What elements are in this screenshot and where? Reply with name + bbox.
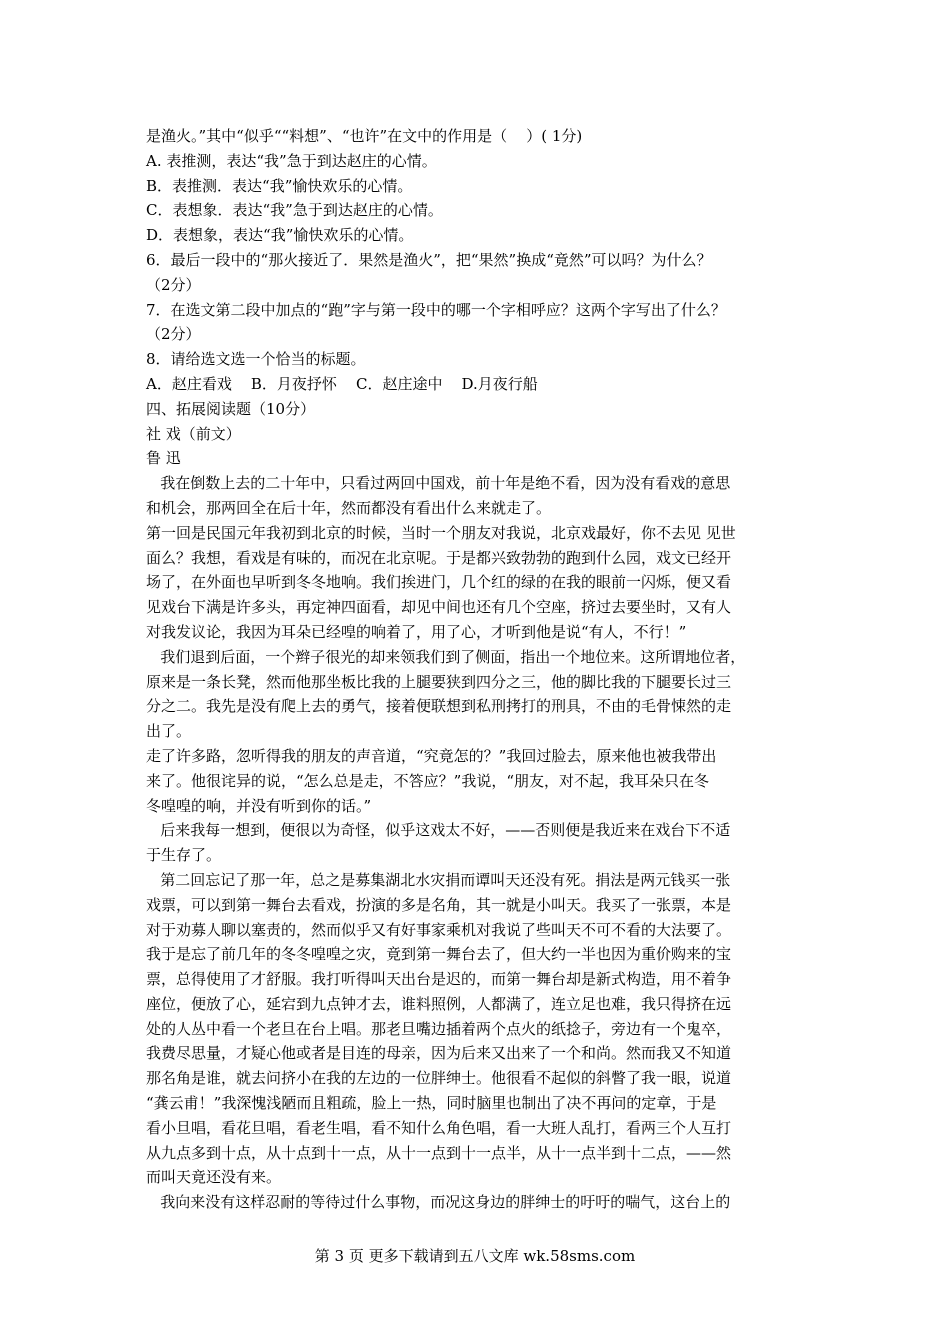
text-line: 我于是忘了前几年的冬冬喤喤之灾，竟到第一舞台去了，但大约一半也因为重价购来的宝 [146,945,732,964]
text-line: 我向来没有这样忍耐的等待过什么事物，而况这身边的胖绅士的吁吁的喘气，这台上的 [146,1193,731,1212]
text-line: 分之二。我先是没有爬上去的勇气，接着便联想到私刑拷打的刑具，不由的毛骨悚然的走 [146,697,732,716]
text-line: A．赵庄看戏 B．月夜抒怀 C．赵庄途中 D.月夜行船 [146,374,538,393]
text-line: 后来我每一想到，便很以为奇怪，似乎这戏太不好，——否则便是我近来在戏台下不适 [146,821,731,840]
text-line: 出了。 [146,722,192,741]
text-line: 处的人丛中看一个老旦在台上唱。那老旦嘴边插着两个点火的纸捻子，旁边有一个鬼卒， [146,1019,732,1038]
text-line: （2分） [146,275,201,294]
text-line: 场了，在外面也早听到冬冬地响。我们挨进门，几个红的绿的在我的眼前一闪烁，便又看 [146,573,732,592]
text-line: 票，总得使用了才舒服。我打听得叫天出台是迟的，而第一舞台却是新式构造，用不着争 [146,970,732,989]
text-line: 是渔火。”其中“似乎““料想”、“也许”在文中的作用是（ ）( 1分) [146,127,583,145]
text-line: D．表想象，表达“我”愉快欢乐的心情。 [146,226,414,245]
text-line: 第二回忘记了那一年，总之是募集湖北水灾捐而谭叫天还没有死。捐法是两元钱买一张 [146,870,731,889]
text-line: 我费尽思量，才疑心他或者是目连的母亲，因为后来又出来了一个和尚。然而我又不知道 [146,1044,732,1063]
text-line: 看小旦唱，看花旦唱，看老生唱，看不知什么角色唱，看一大班人乱打，看两三个人互打 [146,1118,732,1137]
text-line: C．表想象．表达“我”急于到达赵庄的心情。 [146,201,443,220]
document-body [146,124,822,1215]
text-line: 四、拓展阅读题（10分） [146,399,316,418]
text-line: A. 表推测，表达“我”急于到达赵庄的心情。 [146,151,437,170]
text-line: （2分） [146,325,201,344]
text-line: 见戏台下满是许多头，再定神四面看，却见中间也还有几个空座，挤过去要坐时，又有人 [146,598,732,617]
text-line: 从九点多到十点，从十点到十一点，从十一点到十一点半，从十一点半到十二点，——然 [146,1143,732,1162]
text-line: 对于劝募人聊以塞责的，然而似乎又有好事家乘机对我说了些叫天不可不看的大法要了。 [146,920,732,939]
text-line: 对我发议论，我因为耳朵已经喤的响着了，用了心，才听到他是说“有人，不行！” [146,622,687,641]
text-line: 面么？我想，看戏是有味的，而况在北京呢。于是都兴致勃勃的跑到什么园，戏文已经开 [146,548,732,567]
text-line: 戏票，可以到第一舞台去看戏，扮演的多是名角，其一就是小叫天。我买了一张票，本是 [146,895,732,914]
page-footer: 第 3 页 更多下载请到五八文库 wk.58sms.com [314,1247,636,1265]
text-line: 那名角是谁，就去问挤小在我的左边的一位胖绅士。他很看不起似的斜瞥了我一眼，说道 [146,1069,732,1088]
text-line: 座位，便放了心，延宕到九点钟才去，谁料照例，人都满了，连立足也难，我只得挤在远 [146,994,732,1013]
text-line: 来了。他很诧异的说，“怎么总是走，不答应？”我说，“朋友，对不起，我耳朵只在冬 [146,771,710,790]
text-line: 6．最后一段中的“那火接近了．果然是渔火”，把“果然”换成“竟然”可以吗？为什么？ [146,250,712,269]
text-line: 我们退到后面，一个辫子很光的却来领我们到了侧面，指出一个地位来。这所谓地位者， [146,647,746,666]
text-line: 于生存了。 [146,846,222,865]
text-line: 7．在选文第二段中加点的“跑”字与第一段中的哪一个字相呼应？这两个字写出了什么？ [146,300,726,319]
text-line: 我在倒数上去的二十年中，只看过两回中国戏，前十年是绝不看，因为没有看戏的意思 [146,474,731,493]
text-line: 第一回是民国元年我初到北京的时候，当时一个朋友对我说，北京戏最好，你不去见 见世 [146,523,736,542]
text-line: 走了许多路，忽听得我的朋友的声音道，“究竟怎的？”我回过脸去，原来他也被我带出 [146,746,717,765]
text-line: 和机会，那两回全在后十年，然而都没有看出什么来就走了。 [146,498,552,517]
text-line: “龚云甫！”我深愧浅陋而且粗疏，脸上一热，同时脑里也制出了决不再问的定章，于是 [146,1094,717,1113]
text-line: 冬喤喤的响，并没有听到你的话。” [146,796,372,815]
text-line: 而叫天竟还没有来。 [146,1168,282,1187]
text-line: 社 戏（前文） [146,424,241,443]
text-line: 原来是一条长凳，然而他那坐板比我的上腿要狭到四分之三，他的脚比我的下腿要长过三 [146,672,732,691]
text-line: 8．请给选文选一个恰当的标题。 [146,350,366,369]
text-line: B．表推测．表达“我”愉快欢乐的心情。 [146,176,413,195]
text-line: 鲁 迅 [146,449,181,468]
